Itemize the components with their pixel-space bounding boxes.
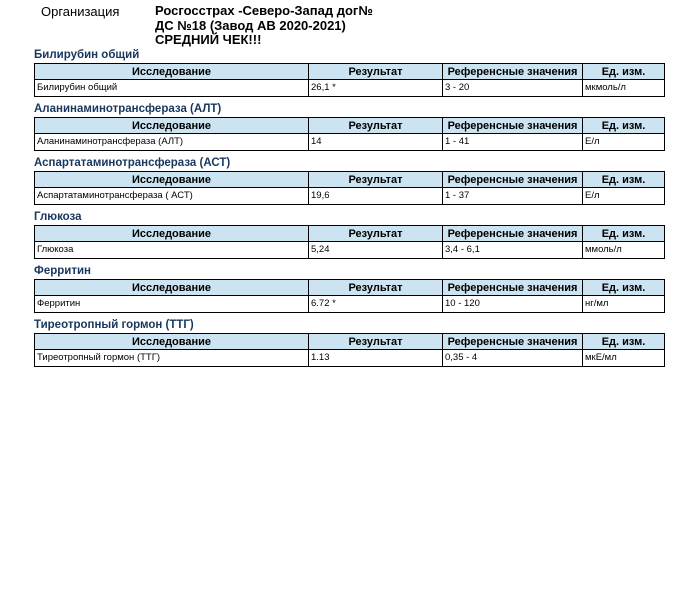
cell-reference: 1 - 41	[443, 134, 583, 151]
section-tsh	[34, 318, 664, 367]
cell-test: Аспартатаминотрансфераза ( АСТ)	[35, 188, 309, 205]
column-header-unit: Ед. изм.	[583, 334, 665, 350]
column-header-result: Результат	[309, 334, 443, 350]
column-header-test: Исследование	[35, 118, 309, 134]
section-title: Аспартатаминотрансфераза (АСТ)	[34, 157, 231, 169]
table-header-row	[35, 64, 665, 80]
cell-reference: 0,35 - 4	[443, 350, 583, 367]
cell-unit: мкмоль/л	[583, 80, 665, 97]
cell-test: Тиреотропный гормон (ТТГ)	[35, 350, 309, 367]
results-table	[34, 117, 665, 151]
column-header-result: Результат	[309, 280, 443, 296]
column-header-result: Результат	[309, 172, 443, 188]
column-header-unit: Ед. изм.	[583, 118, 665, 134]
cell-reference: 10 - 120	[443, 296, 583, 313]
section-title: Билирубин общий	[34, 49, 140, 61]
column-header-test: Исследование	[35, 334, 309, 350]
section-title: Ферритин	[34, 265, 91, 277]
cell-test: Аланинаминотрансфераза (АЛТ)	[35, 134, 309, 151]
table-row	[35, 134, 665, 151]
table-header-row	[35, 172, 665, 188]
cell-test: Ферритин	[35, 296, 309, 313]
table-row	[35, 296, 665, 313]
table-row	[35, 242, 665, 259]
section-bilirubin	[34, 48, 664, 97]
results-table	[34, 225, 665, 259]
table-header-row	[35, 226, 665, 242]
cell-result: 19,6	[309, 188, 443, 205]
column-header-unit: Ед. изм.	[583, 172, 665, 188]
table-row	[35, 80, 665, 97]
results-table	[34, 63, 665, 97]
cell-reference: 3,4 - 6,1	[443, 242, 583, 259]
cell-result: 1.13	[309, 350, 443, 367]
column-header-unit: Ед. изм.	[583, 64, 665, 80]
column-header-result: Результат	[309, 64, 443, 80]
organization-line: СРЕДНИЙ ЧЕК!!!	[155, 32, 262, 47]
column-header-reference: Референсные значения	[443, 172, 583, 188]
cell-result: 5,24	[309, 242, 443, 259]
column-header-unit: Ед. изм.	[583, 280, 665, 296]
table-row	[35, 188, 665, 205]
organization-value	[155, 4, 373, 48]
table-header-row	[35, 334, 665, 350]
cell-result: 26,1 *	[309, 80, 443, 97]
column-header-result: Результат	[309, 226, 443, 242]
section-glucose	[34, 210, 664, 259]
organization-line: ДС №18 (Завод АВ 2020-2021)	[155, 17, 346, 33]
column-header-reference: Референсные значения	[443, 334, 583, 350]
cell-result: 14	[309, 134, 443, 151]
column-header-unit: Ед. изм.	[583, 226, 665, 242]
cell-unit: Е/л	[583, 134, 665, 151]
organization-label: Организация	[41, 4, 120, 19]
cell-result: 6.72 *	[309, 296, 443, 313]
cell-test: Глюкоза	[35, 242, 309, 259]
cell-unit: Е/л	[583, 188, 665, 205]
section-title: Аланинаминотрансфераза (АЛТ)	[34, 103, 222, 115]
section-title: Тиреотропный гормон (ТТГ)	[34, 319, 194, 331]
column-header-reference: Референсные значения	[443, 280, 583, 296]
table-header-row	[35, 118, 665, 134]
cell-unit: ммоль/л	[583, 242, 665, 259]
section-alt	[34, 102, 664, 151]
cell-test: Билирубин общий	[35, 80, 309, 97]
table-header-row	[35, 280, 665, 296]
cell-unit: нг/мл	[583, 296, 665, 313]
table-row	[35, 350, 665, 367]
organization-line: Росгосстрах -Северо-Запад дог№	[155, 3, 373, 18]
column-header-reference: Референсные значения	[443, 64, 583, 80]
section-ast	[34, 156, 664, 205]
cell-reference: 1 - 37	[443, 188, 583, 205]
column-header-reference: Референсные значения	[443, 226, 583, 242]
results-table	[34, 333, 665, 367]
section-ferritin	[34, 264, 664, 313]
column-header-result: Результат	[309, 118, 443, 134]
column-header-reference: Референсные значения	[443, 118, 583, 134]
column-header-test: Исследование	[35, 64, 309, 80]
results-table	[34, 279, 665, 313]
column-header-test: Исследование	[35, 280, 309, 296]
section-title: Глюкоза	[34, 211, 82, 223]
column-header-test: Исследование	[35, 172, 309, 188]
column-header-test: Исследование	[35, 226, 309, 242]
results-table	[34, 171, 665, 205]
cell-reference: 3 - 20	[443, 80, 583, 97]
cell-unit: мкЕ/мл	[583, 350, 665, 367]
